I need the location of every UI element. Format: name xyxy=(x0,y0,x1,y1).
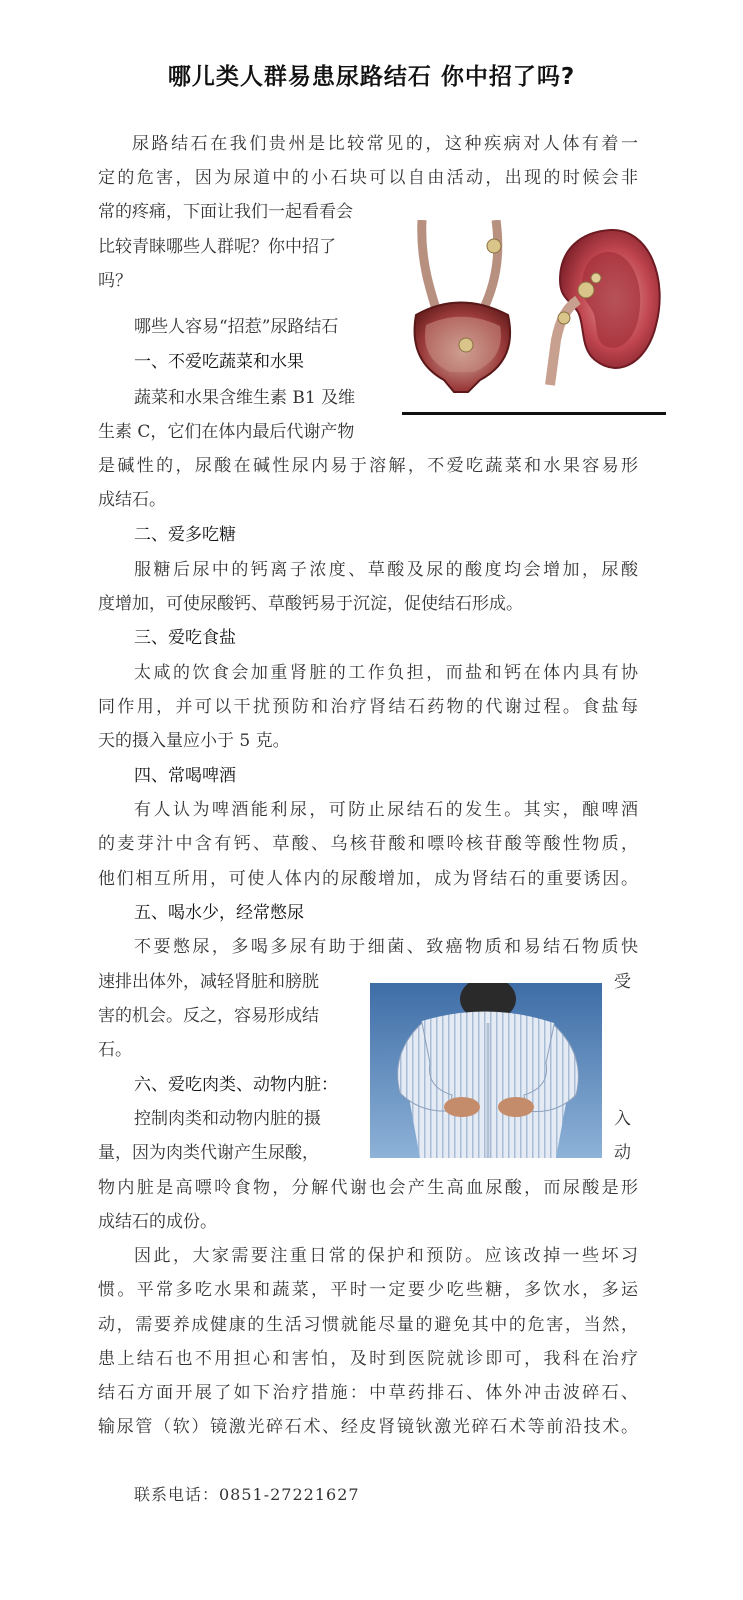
section-3-heading: 三、爱吃食盐 xyxy=(134,628,236,648)
section-subtitle: 哪些人容易“招惹”尿路结石 xyxy=(134,317,339,337)
s6-line-1: 控制肉类和动物内脏的摄 xyxy=(134,1109,321,1129)
s4-line-2: 的麦芽汁中含有钙、草酸、乌核苷酸和嘌呤核苷酸等酸性物质， xyxy=(98,834,638,854)
intro-line-3: 常的疼痛，下面让我们一起看看会 xyxy=(98,202,353,222)
s6-line-2: 量，因为肉类代谢产生尿酸， xyxy=(98,1143,319,1163)
s2-line-1: 服糖后尿中的钙离子浓度、草酸及尿的酸度均会增加，尿酸 xyxy=(134,560,638,580)
s6-line-3: 物内脏是高嘌呤食物，分解代谢也会产生高血尿酸，而尿酸是形 xyxy=(98,1178,638,1198)
intro-line-1: 尿路结石在我们贵州是比较常见的，这种疾病对人体有着一 xyxy=(132,134,638,154)
section-5-heading: 五、喝水少，经常憋尿 xyxy=(134,903,304,923)
intro-line-2: 定的危害，因为尿道中的小石块可以自由活动，出现的时候会非 xyxy=(98,168,638,188)
section-2-heading: 二、爱多吃糖 xyxy=(134,525,236,545)
s5-line-4: 石。 xyxy=(98,1040,132,1060)
s1-line-3: 是碱性的，尿酸在碱性尿内易于溶解，不爱吃蔬菜和水果容易形 xyxy=(98,456,638,476)
s4-line-1: 有人认为啤酒能利尿，可防止尿结石的发生。其实，酿啤酒 xyxy=(134,800,638,820)
section-1-heading: 一、不爱吃蔬菜和水果 xyxy=(134,352,304,372)
article-title: 哪儿类人群易患尿路结石 你中招了吗? xyxy=(167,64,576,90)
s6-line-1-end: 入 xyxy=(614,1109,631,1129)
conclusion-line-3: 动，需要养成健康的生活习惯就能尽量的避免其中的危害，当然， xyxy=(98,1315,638,1335)
s2-line-2: 度增加，可使尿酸钙、草酸钙易于沉淀，促使结石形成。 xyxy=(98,594,523,614)
intro-line-5: 吗？ xyxy=(98,271,132,291)
s6-line-2-end: 动 xyxy=(614,1143,631,1163)
section-4-heading: 四、常喝啤酒 xyxy=(134,766,236,786)
section-6-heading: 六、爱吃肉类、动物内脏： xyxy=(134,1075,338,1095)
s5-line-2-end: 受 xyxy=(614,972,631,992)
s1-line-4: 成结石。 xyxy=(98,490,166,510)
s6-line-4: 成结石的成份。 xyxy=(98,1212,217,1232)
conclusion-line-6: 输尿管（软）镜激光碎石术、经皮肾镜钬激光碎石术等前沿技术。 xyxy=(98,1417,638,1437)
back-pain-photo xyxy=(370,983,602,1158)
intro-line-4: 比较青睐哪些人群呢？你中招了 xyxy=(98,237,336,257)
contact-phone: 联系电话：0851-27221627 xyxy=(134,1485,360,1504)
conclusion-line-4: 患上结石也不用担心和害怕，及时到医院就诊即可，我科在治疗 xyxy=(98,1349,638,1369)
s5-line-2: 速排出体外，减轻肾脏和膀胱 xyxy=(98,972,319,992)
s3-line-1: 太咸的饮食会加重肾脏的工作负担，而盐和钙在体内具有协 xyxy=(134,663,638,683)
s3-line-2: 同作用，并可以干扰预防和治疗肾结石药物的代谢过程。食盐每 xyxy=(98,697,638,717)
kidney-stone-illustration xyxy=(410,220,665,410)
conclusion-line-1: 因此，大家需要注重日常的保护和预防。应该改掉一些坏习 xyxy=(134,1246,638,1266)
s5-line-1: 不要憋尿，多喝多尿有助于细菌、致癌物质和易结石物质快 xyxy=(134,937,638,957)
s4-line-3: 他们相互所用，可使人体内的尿酸增加，成为肾结石的重要诱因。 xyxy=(98,869,638,889)
conclusion-line-5: 结石方面开展了如下治疗措施：中草药排石、体外冲击波碎石、 xyxy=(98,1383,638,1403)
image-underline xyxy=(402,412,666,415)
s3-line-3: 天的摄入量应小于 5 克。 xyxy=(98,731,290,751)
conclusion-line-2: 惯。平常多吃水果和蔬菜，平时一定要少吃些糖，多饮水，多运 xyxy=(98,1280,638,1300)
s1-line-2: 生素 C，它们在体内最后代谢产物 xyxy=(98,422,355,442)
s5-line-3: 害的机会。反之，容易形成结 xyxy=(98,1006,319,1026)
s1-line-1: 蔬菜和水果含维生素 B1 及维 xyxy=(134,388,356,408)
